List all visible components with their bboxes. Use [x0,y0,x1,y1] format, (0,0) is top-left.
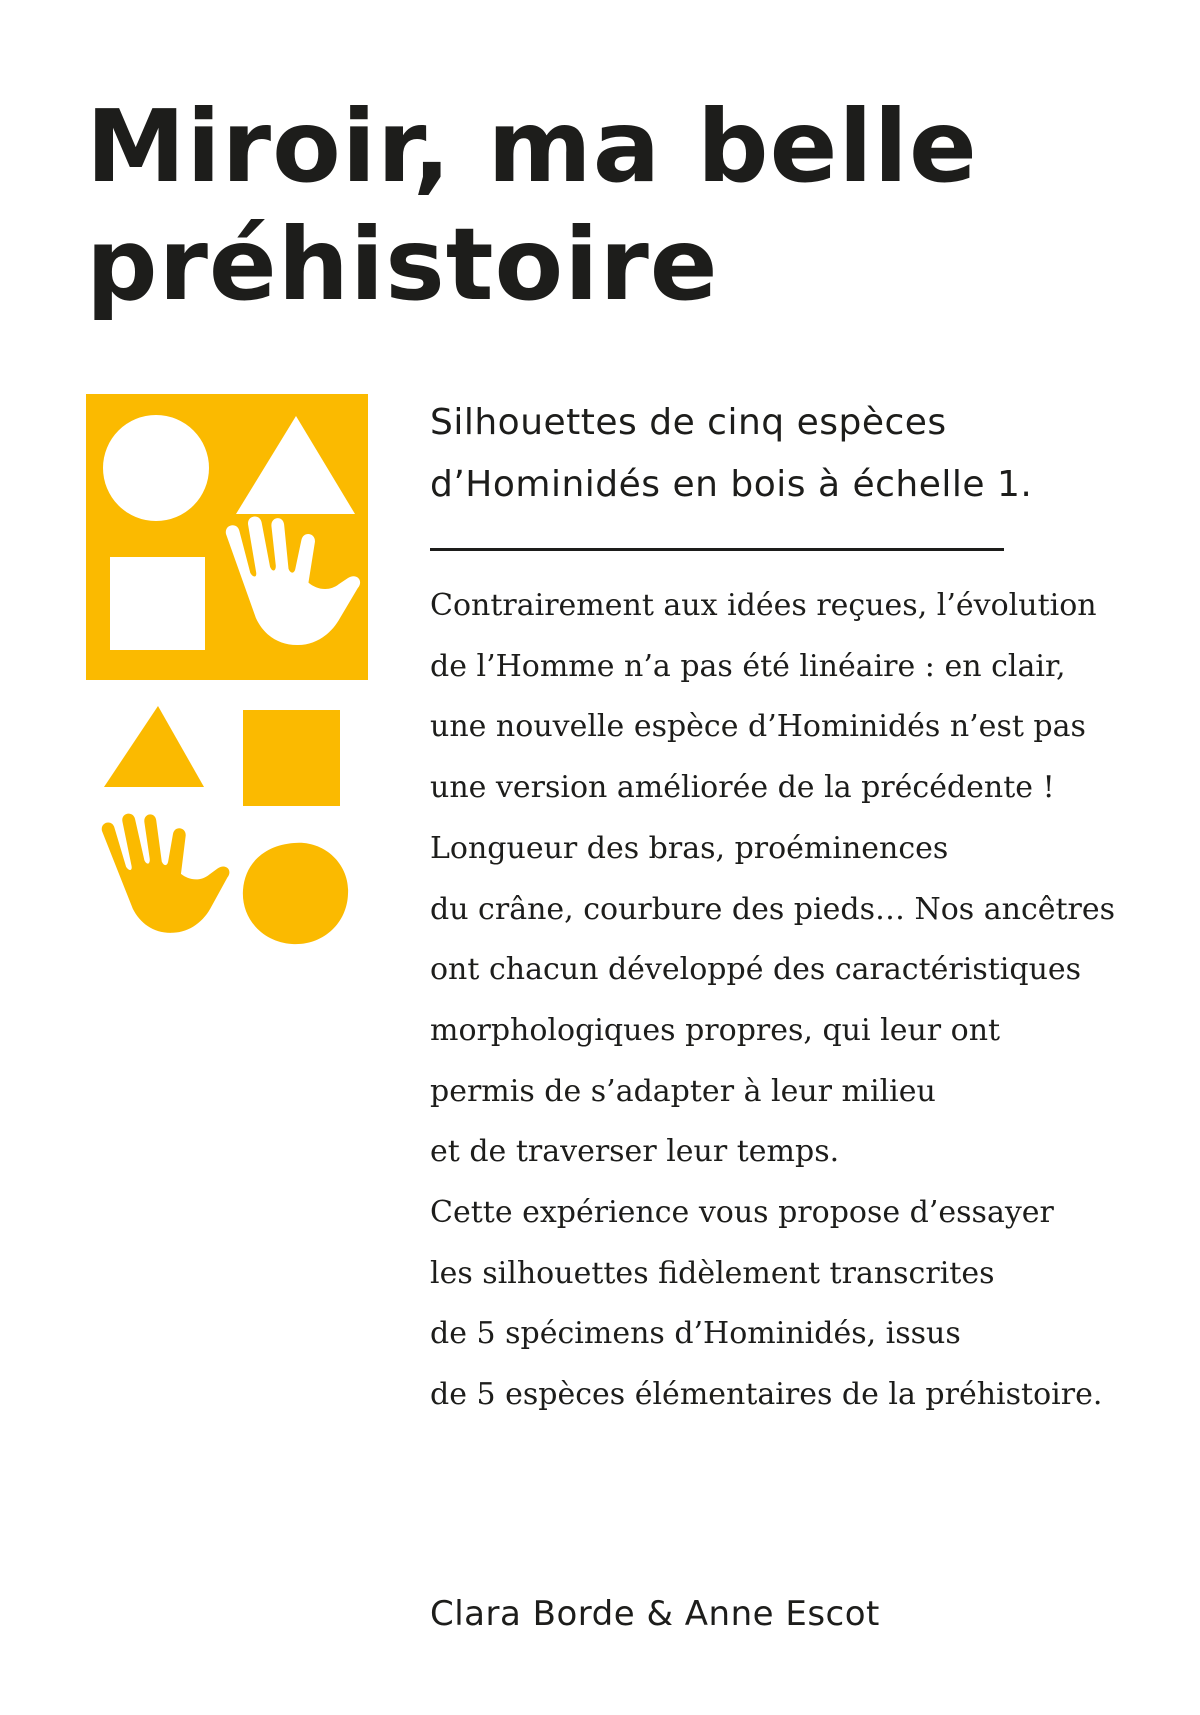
title-line-2: préhistoire [86,206,719,323]
divider [430,548,1004,551]
body-line: Longueur des bras, proéminences [430,830,949,866]
authors: Clara Borde & Anne Escot [430,1594,880,1634]
body-line: les silhouettes fidèlement transcrites [430,1255,995,1291]
body-line: une nouvelle espèce d’Hominidés n’est pas [430,709,1086,745]
square-icon [243,710,340,806]
body-line: une version améliorée de la précédente ! [430,770,1055,806]
body-line: de l’Homme n’a pas été linéaire : en clair, [430,648,1066,684]
subtitle-line-1: Silhouettes de cinq espèces [430,402,947,443]
body-line: de 5 spécimens d’Hominidés, issus [430,1316,961,1352]
body-line: Cette expérience vous propose d’essayer [430,1195,1054,1231]
triangle-icon [104,706,204,787]
subtitle-line-2: d’Hominidés en bois à échelle 1. [430,464,1033,505]
hand-icon [99,793,240,944]
body-line: Contrairement aux idées reçues, l’évolution [430,588,1097,623]
circle-icon [103,415,209,521]
shapes-logo [86,394,370,964]
body-paragraph [430,576,1170,1426]
page-title [86,88,1086,324]
body-line: de 5 espèces élémentaires de la préhistoire. [430,1377,1103,1413]
body-line: et de traverser leur temps. [430,1134,840,1170]
body-line: morphologiques propres, qui leur ont [430,1012,1001,1048]
subtitle [430,392,1130,516]
body-line: ont chacun développé des caractéristiques [430,952,1082,988]
body-line: permis de s’adapter à leur milieu [430,1073,936,1109]
circle-icon [243,843,348,944]
body-line: du crâne, courbure des pieds… Nos ancêtres [430,891,1116,927]
square-icon [110,557,205,650]
title-line-1: Miroir, ma belle [86,88,978,205]
